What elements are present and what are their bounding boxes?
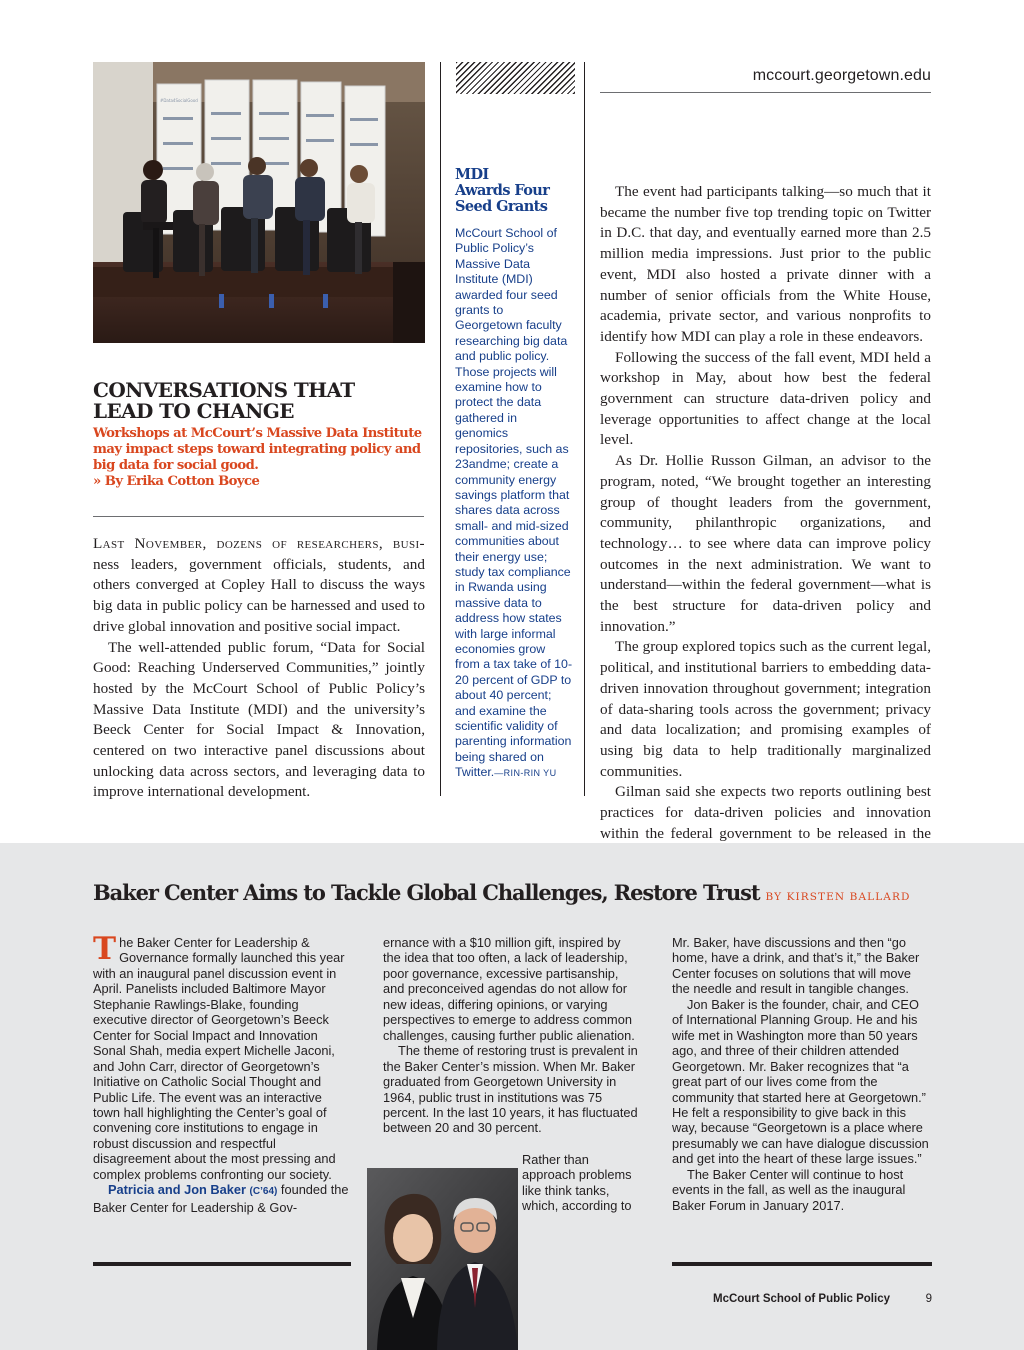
header-rule (600, 92, 931, 93)
feature-byline: » By Erika Cotton Boyce (93, 474, 260, 489)
lead-in: Last November, dozens of researchers, busi- (93, 535, 425, 552)
baker-paragraph-3: ernance with a $10 million gift, inspired by the idea that too often, a lack of leadership, poor governance, excessive partisanship, and preconceived agendas do not allow for new ideas, differing opinions, or varying perspectives to emerge to address common challenges, causing further public alienation. (383, 935, 635, 1043)
baker-paragraph-6: Jon Baker is the founder, chair, and CEO of International Planning Group. He and his wife met in Washington more than 50 years ago, and three of their children attended Georgetown. Mr. Baker recognizes that “a great part of our lives come from the community that started here at Georgetown.” He felt a responsibility to give back in this way, because “Georgetown is a place where presumably we can have dialogue discussion and get into the heart of these large issues.” (672, 996, 929, 1167)
feature-paragraph-1-text: ness leaders, government officials, students, and others converged at Copley Hall to discuss the ways big data in public policy can be harnessed and used to drive global innovation and positive social impact. (93, 555, 425, 635)
feature-title-line1: CONVERSATIONS THAT (93, 378, 355, 402)
column-rule-left (440, 62, 441, 796)
page-number: 9 (925, 1293, 932, 1305)
deck-rule (93, 516, 424, 517)
baker-byline: BY KIRSTEN BALLARD (765, 891, 911, 903)
feature-paragraph-4: Following the success of the fall event, MDI held a workshop in May, about how best the federal government can structure data-driven policy and leverage opportunities to affect change at the local level. (600, 348, 931, 449)
feature-paragraph-7: Gilman said she expects two reports outlining best practices for data-driven policies and innovation within the federal government to be released in the (600, 783, 931, 842)
feature-column-1 (93, 534, 425, 803)
baker-paragraph-2-text: founded the Baker Center for Leadership & Gov- (93, 1182, 349, 1215)
baker-headline (93, 880, 953, 905)
baker-column-3 (672, 935, 932, 1213)
baker-paragraph-4-wrap: Rather than approach problems like think tanks, which, according to (522, 1152, 632, 1214)
baker-paragraph-4: The theme of restoring trust is prevalent in the Baker Center’s mission. When Mr. Baker graduated from Georgetown University in 1964, public trust in institutions was 75 percent. In the last 10 years, it has fluctuated between 20 and 30 percent. (383, 1043, 638, 1136)
baker-paragraph-1-text: he Baker Center for Leadership & Governance formally launched this year with an inaugural panel discussion event in April. Panelists included Baltimore Mayor Stephanie Rawlings-Blake, founding executive director of Georgetown’s Beeck Center for Social Impact and Innovation Sonal Shah, media expert Michelle Jaconi, and John Carr, director of Georgetown’s Initiative on Catholic Social Thought and Public Life. The event was an interactive town hall highlighting the Center’s goal of convening core institutions to engage in robust discussion and respectful disagreement about the most pressing and complex problems confronting our society. (93, 935, 345, 1182)
baker-column-2 (383, 935, 639, 1136)
founders-names: Patricia and Jon Baker (108, 1182, 246, 1198)
sidebar-text: McCourt School of Public Policy’s Massive Data Institute (MDI) awarded four seed grants to Georgetown faculty researching big data and public policy. Those projects will examine how to protect the data gathered in genomics repositories, such as 23andme; create a community energy savings platform that shares data across small- and mid-sized communities about their energy use; study tax compliance in Rwanda using massive data to address how states with large informal economies grow from a tax take of 10-20 percent of GDP to about 40 percent; and examine the scientific validity of parenting information being shared on Twitter. (455, 226, 573, 780)
bakers-portrait-photo (367, 1168, 518, 1350)
deck-text: Workshops at McCourt’s Massive Data Institute may impact steps toward integrating policy and big data for social good. (93, 426, 422, 473)
site-url[interactable]: mccourt.georgetown.edu (752, 67, 931, 84)
class-year: (C’64) (249, 1186, 278, 1198)
footer-publication: McCourt School of Public Policy (713, 1293, 890, 1305)
feature-paragraph-2: The well-attended public forum, “Data for Social Good: Reaching Underserved Communities,” jointly hosted by the McCourt School of Public Policy’s Massive Data Institute (MDI) and the university’s Beeck Center for Social Impact & Innovation, centered on two interactive panel discussions about unlocking data across sectors, and leveraging data to improve international development. (93, 638, 425, 801)
feature-title (93, 380, 423, 422)
sidebar-title-line2: Awards Four (455, 182, 550, 199)
feature-title-line2: LEAD TO CHANGE (93, 399, 294, 423)
sidebar-title-line3: Seed Grants (455, 198, 548, 215)
feature-column-3 (600, 182, 931, 865)
sidebar-title (455, 167, 575, 215)
column-rule-right (584, 62, 585, 796)
baker-paragraph-2 (93, 1182, 351, 1215)
baker-column-1 (93, 931, 351, 1215)
baker-paragraph-1 (93, 931, 351, 1182)
baker-paragraph-7: The Baker Center will continue to host events in the fall, as well as the inaugural Baker Forum in January 2017. (672, 1166, 906, 1213)
bottom-rule-left (93, 1262, 351, 1266)
baker-names (108, 1182, 277, 1197)
baker-paragraph-5: Mr. Baker, have discussions and then “go home, have a drink, and that’s it,” the Baker Center focuses on solutions that will move the needle and result in tangible changes. (672, 935, 920, 997)
baker-title: Baker Center Aims to Tackle Global Challenges, Restore Trust (93, 880, 760, 905)
banner-text: #Data4SocialGood (160, 98, 198, 103)
feature-paragraph-5: As Dr. Hollie Russon Gilman, an advisor to the program, noted, “We brought together an interesting group of thought leaders from the government, community, philanthropic organizations, and technology… to see where data can improve policy outcomes in the next administration. We want to understand—within the federal government—what is the best structure for data-driven policy and innovation.” (600, 452, 931, 635)
baker-column-2-wrap (522, 1152, 640, 1214)
bottom-rule-right (672, 1262, 932, 1266)
feature-paragraph-1 (93, 534, 425, 638)
panel-discussion-photo (93, 62, 425, 343)
hatch-pattern-top (456, 62, 575, 94)
sidebar-signature: —RIN-RIN YU (494, 768, 557, 779)
feature-paragraph-3: The event had participants talking—so much that it became the number five top trending topic on Twitter in D.C. that day, and eventually earned more than 2.5 million media impressions. Just prior to the public event, MDI also hosted a private dinner with a number of senior officials from the White House, academia, private sector, and various nonprofits to identify how MDI can play a role in these endeavors. (600, 183, 931, 345)
drop-cap: T (93, 931, 117, 967)
feature-paragraph-6: The group explored topics such as the current legal, political, and institutional barriers to embedding data-driven innovation throughout government; integration of data-sharing tools across the government; privacy and data localization; and promising examples of using big data to help traditionally marginalized communities. (600, 638, 931, 780)
feature-deck (93, 426, 423, 490)
sidebar-body (455, 226, 573, 782)
sidebar-title-line1: MDI (455, 166, 489, 183)
